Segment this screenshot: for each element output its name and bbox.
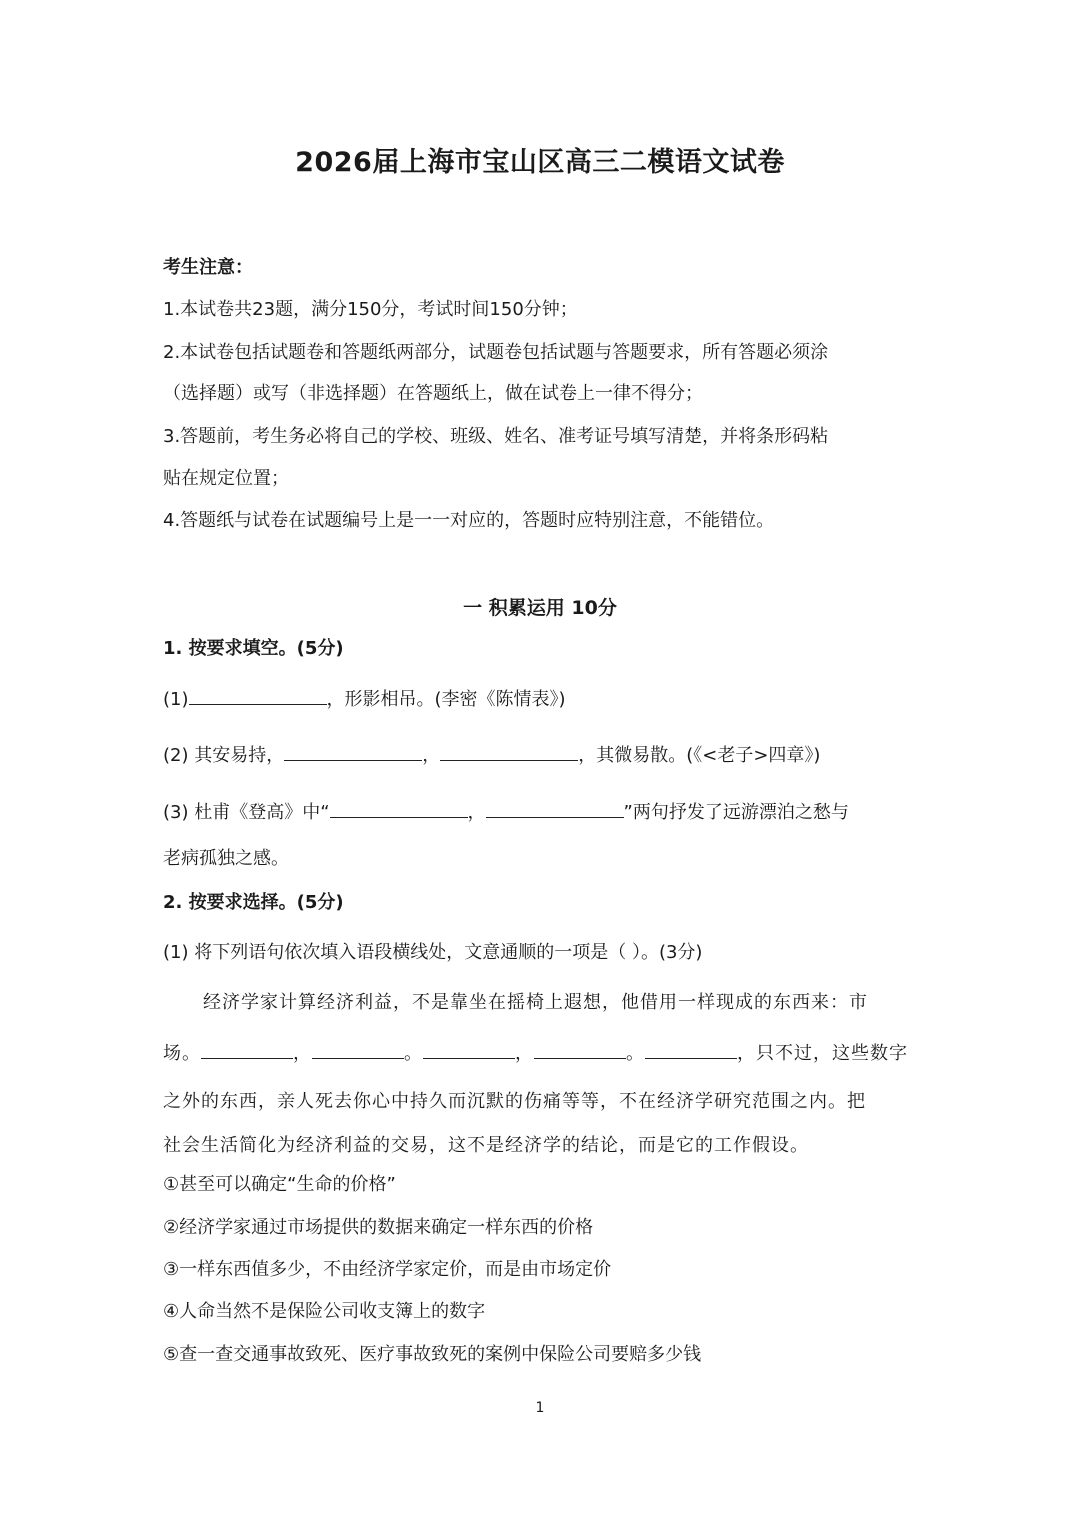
question-1-item-3 (163, 799, 849, 826)
notice-item-2-line-2: （选择题）或写（非选择题）在答题纸上，做在试卷上一律不得分； (163, 383, 703, 404)
fill-blank[interactable] (330, 799, 468, 818)
passage-line-2 (163, 1039, 908, 1065)
notice-item-3-line-1: 3.答题前，考生务必将自己的学校、班级、姓名、准考证号填写清楚，并将条形码粘 (163, 426, 829, 447)
separator: 。 (626, 1043, 645, 1064)
item-3-prefix: (3) 杜甫《登高》中“ (163, 802, 330, 823)
passage-line-2-prefix: 场。 (163, 1043, 201, 1064)
option-2: ②经济学家通过市场提供的数据来确定一样东西的价格 (163, 1217, 594, 1238)
fill-blank[interactable] (201, 1040, 293, 1059)
option-3: ③一样东西值多少，不由经济学家定价，而是由市场定价 (163, 1259, 612, 1280)
passage-line-4: 社会生活简化为经济利益的交易，这不是经济学的结论，而是它的工作假设。 (163, 1135, 809, 1156)
item-2-suffix: ，其微易散。(《<老子>四章》) (578, 745, 821, 766)
fill-blank[interactable] (284, 742, 422, 761)
question-2-heading: 2. 按要求选择。(5分) (163, 892, 344, 913)
option-4: ④人命当然不是保险公司收支簿上的数字 (163, 1301, 486, 1322)
notice-item-4: 4.答题纸与试卷在试题编号上是一一对应的，答题时应特别注意，不能错位。 (163, 510, 775, 531)
notice-heading: 考生注意： (163, 257, 253, 278)
fill-blank[interactable] (440, 742, 578, 761)
question-1-item-1 (163, 686, 566, 713)
item-3-mid: ， (467, 802, 486, 823)
fill-blank[interactable] (312, 1040, 404, 1059)
section-title: 一 积累运用 10分 (463, 597, 617, 619)
fill-blank[interactable] (534, 1040, 626, 1059)
notice-item-2-line-1: 2.本试卷包括试题卷和答题纸两部分，试题卷包括试题与答题要求，所有答题必须涂 (163, 342, 829, 363)
notice-item-3-line-2: 贴在规定位置； (163, 468, 289, 489)
separator: ， (515, 1043, 534, 1064)
fill-blank[interactable] (189, 686, 327, 705)
item-1-suffix: ，形影相吊。(李密《陈情表》) (326, 689, 566, 710)
passage-line-1: 经济学家计算经济利益，不是靠坐在摇椅上遐想，他借用一样现成的东西来：市 (203, 992, 868, 1013)
option-5: ⑤查一查交通事故致死、医疗事故致死的案例中保险公司要赔多少钱 (163, 1344, 702, 1365)
item-2-prefix: (2) 其安易持， (163, 745, 285, 766)
page-title: 2026届上海市宝山区高三二模语文试卷 (295, 147, 785, 178)
separator: 。 (404, 1043, 423, 1064)
question-1-item-3-line-2: 老病孤独之感。 (163, 848, 289, 869)
option-1: ①甚至可以确定“生命的价格” (163, 1174, 396, 1195)
item-2-mid: ， (422, 745, 441, 766)
item-1-prefix: (1) (163, 689, 189, 710)
page-number: 1 (535, 1400, 545, 1416)
item-3-suffix: ”两句抒发了远游漂泊之愁与 (623, 802, 849, 823)
separator: ， (293, 1043, 312, 1064)
question-2-item-1: (1) 将下列语句依次填入语段横线处，文意通顺的一项是（ ）。(3分) (163, 942, 703, 963)
fill-blank[interactable] (486, 799, 624, 818)
fill-blank[interactable] (423, 1040, 515, 1059)
passage-line-2-suffix: ，只不过，这些数字 (737, 1043, 908, 1064)
passage-line-3: 之外的东西，亲人死去你心中持久而沉默的伤痛等等，不在经济学研究范围之内。把 (163, 1091, 866, 1112)
notice-item-1: 1.本试卷共23题，满分150分，考试时间150分钟； (163, 299, 578, 320)
fill-blank[interactable] (645, 1040, 737, 1059)
question-1-heading: 1. 按要求填空。(5分) (163, 638, 344, 659)
question-1-item-2 (163, 742, 820, 769)
